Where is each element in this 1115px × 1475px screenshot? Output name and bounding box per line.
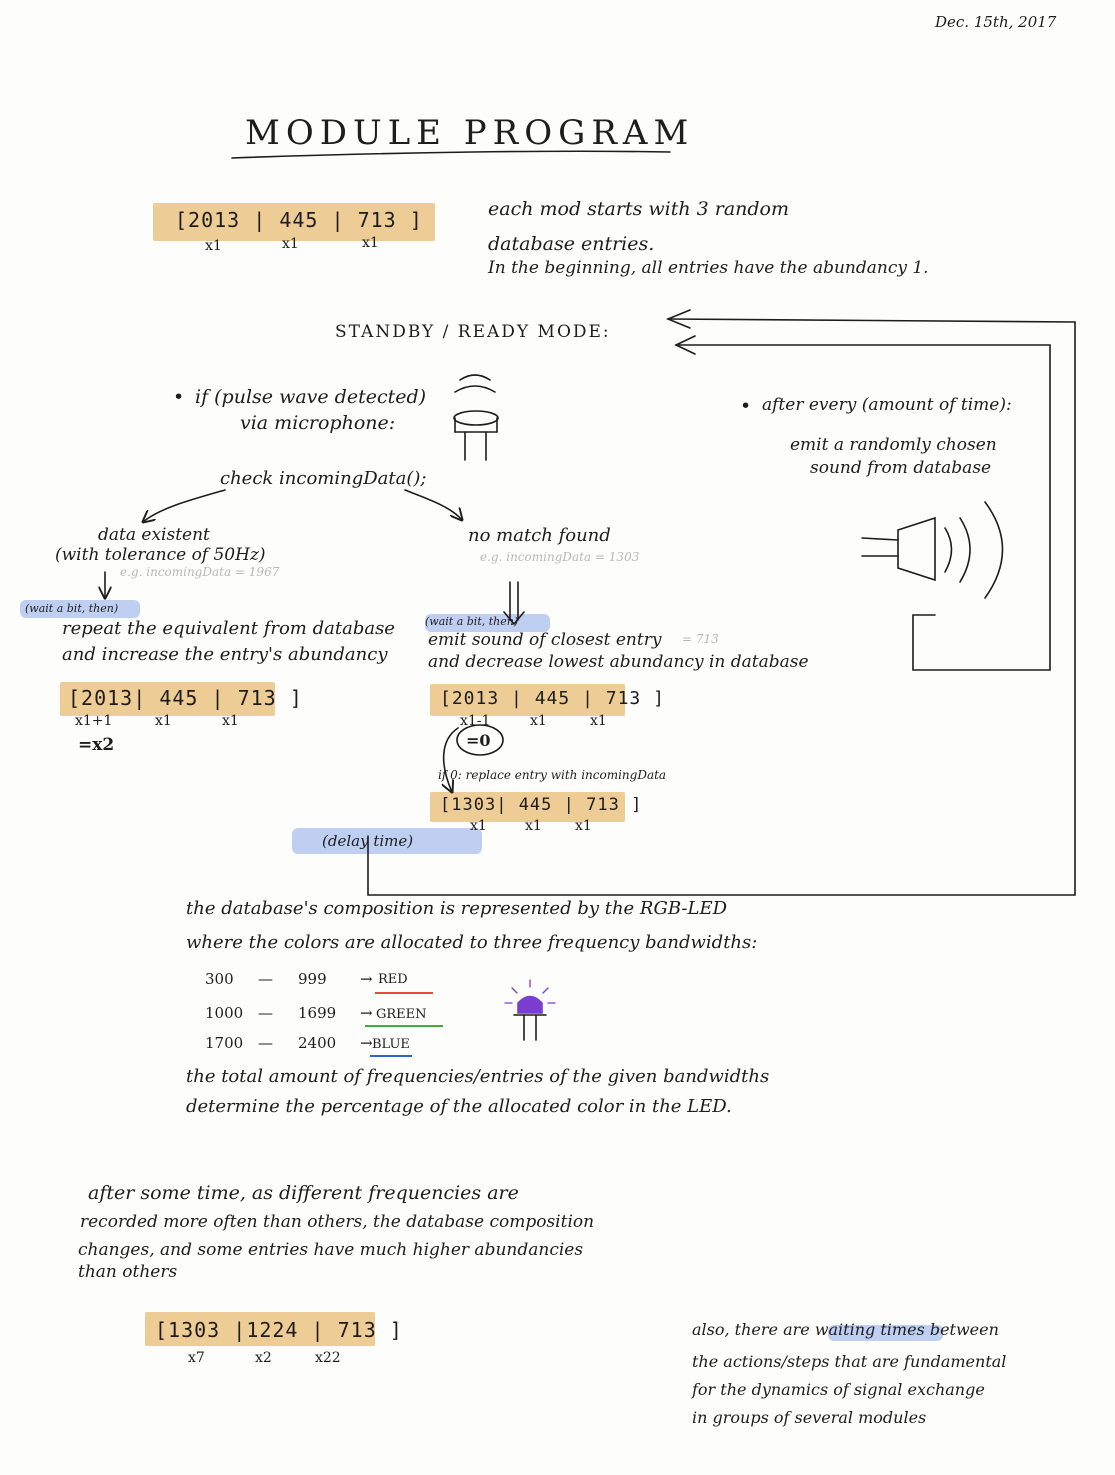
later-text: after some time, as different frequencies are xyxy=(88,1182,519,1204)
left-example: e.g. incomingData = 1967 xyxy=(120,565,280,579)
band-dash: — xyxy=(258,970,273,988)
array-value: 713 xyxy=(357,208,397,232)
band-dash: — xyxy=(258,1034,273,1052)
band-to: 999 xyxy=(298,970,327,988)
array-value: 713 xyxy=(586,795,620,815)
note-text: for the dynamics of signal exchange xyxy=(692,1380,985,1399)
multiplier: x1 xyxy=(530,713,547,729)
multiplier: x1 xyxy=(525,818,542,834)
band-arrow: → xyxy=(360,970,373,988)
later-text: than others xyxy=(78,1262,178,1282)
multiplier: x1 xyxy=(575,818,592,834)
multiplier: x1 xyxy=(205,238,222,254)
multiplier: x1 xyxy=(282,236,299,252)
band-arrow: → xyxy=(360,1004,373,1022)
band-dash: — xyxy=(258,1004,273,1022)
left-title: (with tolerance of 50Hz) xyxy=(55,545,266,565)
multiplier: x1 xyxy=(590,713,607,729)
right-array-2: [1303| 445 | 713 ] xyxy=(440,795,643,815)
left-wait-note: (wait a bit, then) xyxy=(25,602,119,615)
intro-array: [2013 | 445 | 713 ] xyxy=(175,208,423,232)
led-text: the database's composition is represented by the RGB-LED xyxy=(186,898,728,919)
array-value: 445 xyxy=(159,686,199,710)
array-value: 445 xyxy=(534,688,571,709)
total-text: determine the percentage of the allocated color in the LED. xyxy=(186,1096,732,1117)
multiplier: x1-1 xyxy=(460,713,491,729)
final-array: [1303 |1224 | 713 ] xyxy=(155,1318,403,1342)
date: Dec. 15th, 2017 xyxy=(935,13,1057,31)
later-text: changes, and some entries have much higher abundancies xyxy=(78,1240,584,1260)
intro-line: database entries. xyxy=(488,233,655,255)
timer-line: after every (amount of time): xyxy=(762,395,1012,415)
note-text: also, there are waiting times between xyxy=(692,1320,999,1339)
array-value: 2013 xyxy=(81,686,134,710)
array-value: 713 xyxy=(605,688,642,709)
array-value: 445 xyxy=(518,795,553,815)
zero-value: =0 xyxy=(466,731,491,750)
multiplier: x22 xyxy=(315,1350,341,1366)
multiplier: x2 xyxy=(255,1350,272,1366)
multiplier: x1 xyxy=(470,818,487,834)
right-branch-arrow xyxy=(405,490,462,520)
left-text: and increase the entry's abundancy xyxy=(62,644,388,665)
multiplier: x7 xyxy=(188,1350,205,1366)
right-text: emit sound of closest entry xyxy=(428,630,662,650)
bullet: • xyxy=(173,386,185,408)
multiplier: x1 xyxy=(155,713,172,729)
array-value: 445 xyxy=(279,208,319,232)
array-value: 2013 xyxy=(451,688,500,709)
multiplier: x1 xyxy=(222,713,239,729)
page-title: MODULE PROGRAM xyxy=(245,113,695,153)
pulse-line: via microphone: xyxy=(240,412,396,434)
band-from: 1700 xyxy=(205,1034,244,1052)
led-text: where the colors are allocated to three frequency bandwidths: xyxy=(186,932,758,953)
total-text: the total amount of frequencies/entries of the given bandwidths xyxy=(186,1066,770,1087)
pulse-line: if (pulse wave detected) xyxy=(195,386,427,408)
array-value: 1303 xyxy=(451,795,497,815)
left-title: data existent xyxy=(98,525,210,545)
band-label-blue: BLUE xyxy=(372,1037,410,1052)
green-underline xyxy=(365,1025,443,1027)
delay-label: (delay time) xyxy=(322,832,414,850)
standby-heading: STANDBY / READY MODE: xyxy=(335,322,611,342)
left-text: repeat the equivalent from database xyxy=(62,618,395,639)
microphone-icon xyxy=(454,375,498,460)
note-text: the actions/steps that are fundamental xyxy=(692,1352,1007,1371)
note-text: in groups of several modules xyxy=(692,1408,927,1427)
multiplier: x1+1 xyxy=(75,713,113,729)
band-arrow: → xyxy=(360,1034,373,1052)
array-value: 2013 xyxy=(188,208,241,232)
bullet: • xyxy=(740,395,752,417)
right-example: e.g. incomingData = 1303 xyxy=(480,550,640,564)
band-to: 2400 xyxy=(298,1034,337,1052)
intro-line: In the beginning, all entries have the abundancy 1. xyxy=(488,258,929,278)
led-icon xyxy=(505,980,555,1040)
band-label-green: GREEN xyxy=(376,1007,427,1022)
intro-line: each mod starts with 3 random xyxy=(488,198,790,220)
right-title: no match found xyxy=(468,525,611,546)
later-text: recorded more often than others, the database composition xyxy=(80,1212,595,1232)
timer-line: emit a randomly chosen xyxy=(790,435,997,455)
band-label-red: RED xyxy=(378,972,408,987)
band-to: 1699 xyxy=(298,1004,337,1022)
array-value: 1303 xyxy=(168,1318,221,1342)
multiplier: x1 xyxy=(362,235,379,251)
blue-underline xyxy=(370,1055,412,1057)
array-value: 713 xyxy=(237,686,277,710)
left-branch-arrow xyxy=(143,490,225,522)
red-underline xyxy=(375,992,433,994)
check-function: check incomingData(); xyxy=(220,468,427,489)
left-array: [2013| 445 | 713 ] xyxy=(68,686,303,710)
array-value: 1224 xyxy=(246,1318,299,1342)
right-text: and decrease lowest abundancy in database xyxy=(428,652,809,672)
timer-loop-line xyxy=(676,345,1050,670)
speaker-icon xyxy=(862,502,1003,598)
right-array-1: [2013 | 445 | 713 ] xyxy=(440,688,665,709)
replace-rule: if 0: replace entry with incomingData xyxy=(438,768,667,782)
left-result: =x2 xyxy=(78,735,115,755)
array-value: 713 xyxy=(337,1318,377,1342)
band-from: 300 xyxy=(205,970,234,988)
right-closest: = 713 xyxy=(682,632,719,646)
timer-line: sound from database xyxy=(810,458,992,478)
right-wait-note: (wait a bit, then) xyxy=(425,615,519,628)
band-from: 1000 xyxy=(205,1004,244,1022)
